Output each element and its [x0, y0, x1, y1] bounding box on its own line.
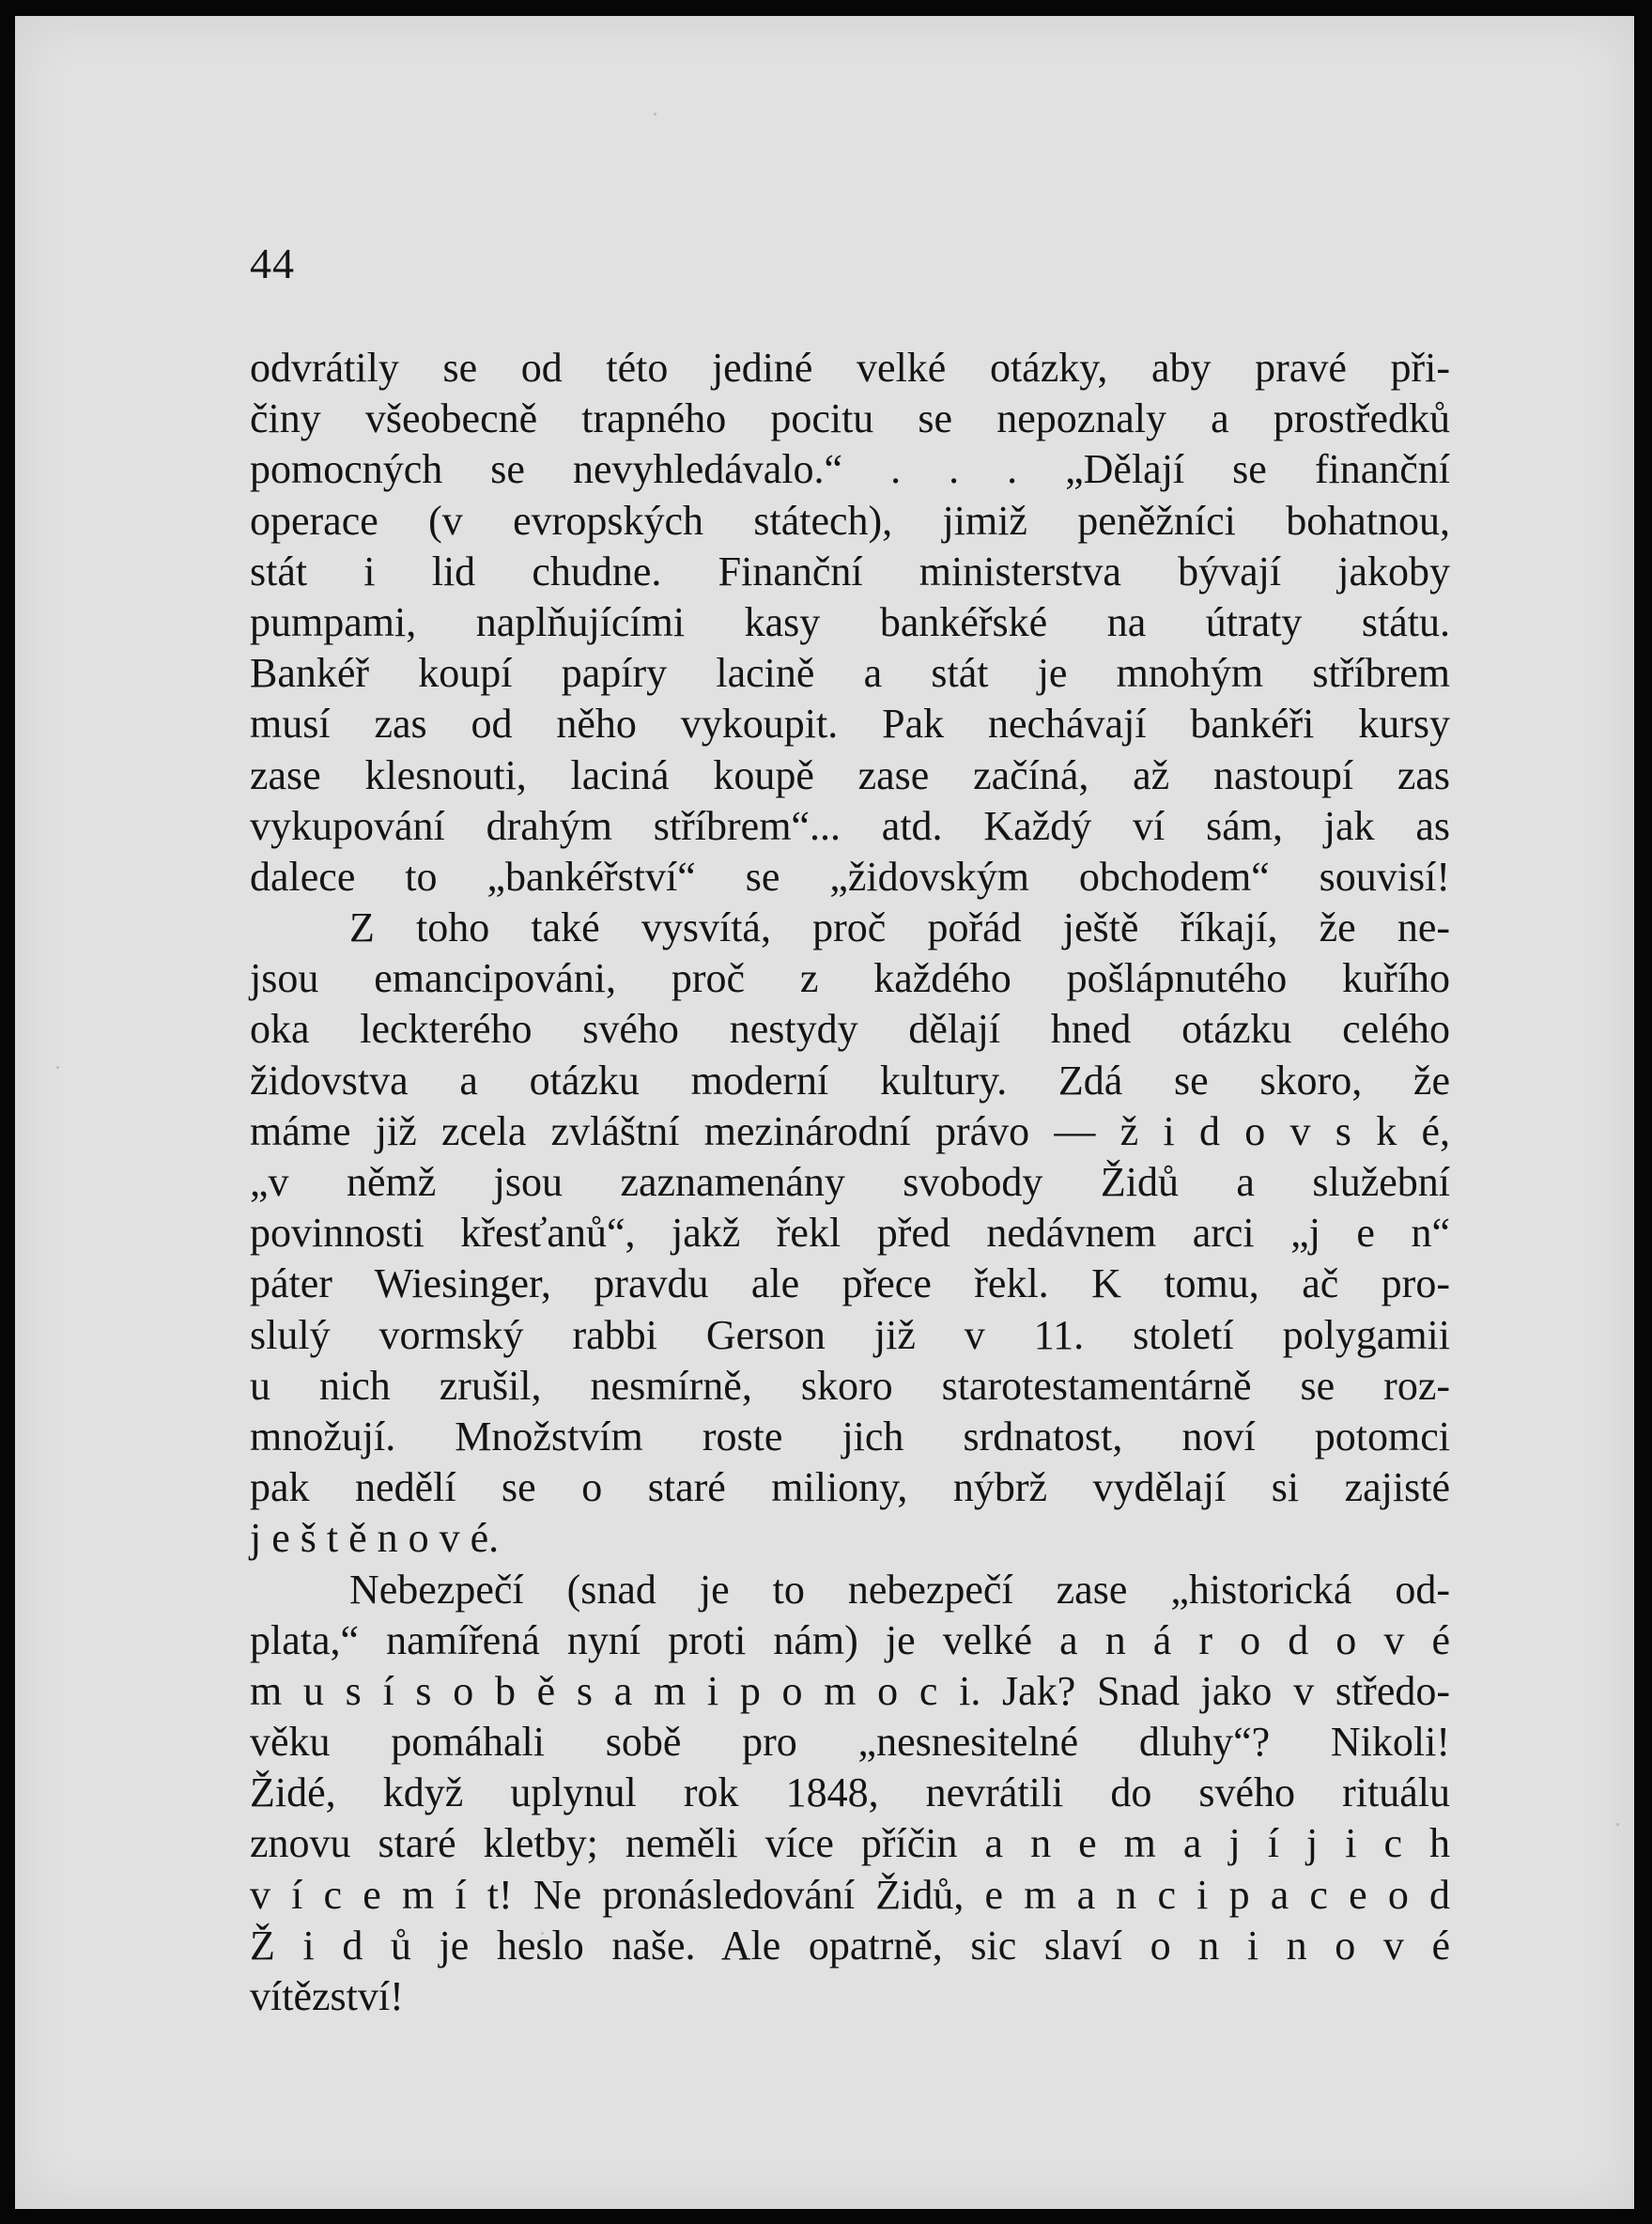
text-line: zase klesnouti, laciná koupě zase začíná, až nastoupí zas — [250, 751, 1450, 798]
text-line: věku pomáhali sobě pro „nesnesitelné dluhy“? Nikoli! — [250, 1719, 1450, 1766]
text-line: Bankéř koupí papíry lacině a stát je mnohým stříbrem — [250, 650, 1450, 697]
paper-speck — [56, 1066, 59, 1069]
paragraph-start-line: Nebezpečí (snad je to nebezpečí zase „historická od- — [349, 1566, 1450, 1613]
text-line: množují. Množstvím roste jich srdnatost, noví potomci — [250, 1413, 1450, 1460]
paragraph-end-line: j e š t ě n o v é. — [250, 1515, 500, 1562]
text-line: odvrátily se od této jediné velké otázky, aby pravé při- — [250, 345, 1450, 391]
text-line: židovstva a otázku moderní kultury. Zdá se skoro, že — [250, 1057, 1450, 1104]
text-line: vykupování drahým stříbrem“... atd. Každý ví sám, jak as — [250, 802, 1450, 849]
text-line: slulý vormský rabbi Gerson již v 11. století polygamii — [250, 1311, 1450, 1358]
page-number: 44 — [250, 239, 295, 287]
book-page — [15, 16, 1634, 2209]
text-line: Ž i d ů je heslo naše. Ale opatrně, sic slaví o n i n o v é — [250, 1922, 1450, 1969]
paper-speck — [1616, 1823, 1619, 1826]
text-line: „v němž jsou zaznamenány svobody Židů a služební — [250, 1159, 1450, 1205]
text-line: činy všeobecně trapného pocitu se nepoznaly a prostředků — [250, 395, 1450, 442]
body-text — [250, 343, 1450, 2022]
text-line: u nich zrušil, nesmírně, skoro starotestamentárně se roz- — [250, 1362, 1450, 1409]
text-line: jsou emancipováni, proč z každého pošlápnutého kuřího — [250, 955, 1450, 1002]
text-line: povinnosti křesťanů“, jakž řekl před nedávnem arci „j e n“ — [250, 1210, 1450, 1257]
text-line: stát i lid chudne. Finanční ministerstva bývají jakoby — [250, 548, 1450, 595]
text-line: musí zas od něho vykoupit. Pak nechávají bankéři kursy — [250, 701, 1450, 748]
text-line: m u s í s o b ě s a m i p o m o c i. Jak? Snad jako v středo- — [250, 1667, 1450, 1714]
text-line: dalece to „bankéřství“ se „židovským obchodem“ souvisí! — [250, 853, 1450, 900]
text-line: operace (v evropských státech), jimiž peněžníci bohatnou, — [250, 497, 1450, 544]
paper-speck — [654, 113, 656, 116]
text-line: oka leckterého svého nestydy dělají hned otázku celého — [250, 1006, 1450, 1053]
text-line: znovu staré kletby; neměli více příčin a n e m a j í j i c h — [250, 1820, 1450, 1867]
text-line: pomocných se nevyhledávalo.“ . . . „Dělají se finanční — [250, 446, 1450, 493]
text-line: pumpami, naplňujícími kasy bankéřské na útraty státu. — [250, 598, 1450, 645]
text-line: pak nedělí se o staré miliony, nýbrž vydělají si zajisté — [250, 1464, 1450, 1511]
text-line: Židé, když uplynul rok 1848, nevrátili do svého rituálu — [250, 1769, 1450, 1816]
text-line: plata,“ namířená nyní proti nám) je velké a n á r o d o v é — [250, 1616, 1450, 1663]
paragraph-end-line: vítězství! — [250, 1973, 404, 2019]
text-line: páter Wiesinger, pravdu ale přece řekl. K tomu, ač pro- — [250, 1260, 1450, 1307]
text-line: v í c e m í t! Ne pronásledování Židů, e m a n c i p a c e o d — [250, 1871, 1450, 1918]
text-line: máme již zcela zvláštní mezinárodní právo — ž i d o v s k é, — [250, 1107, 1450, 1154]
paragraph-start-line: Z toho také vysvítá, proč pořád ještě říkají, že ne- — [349, 904, 1450, 951]
